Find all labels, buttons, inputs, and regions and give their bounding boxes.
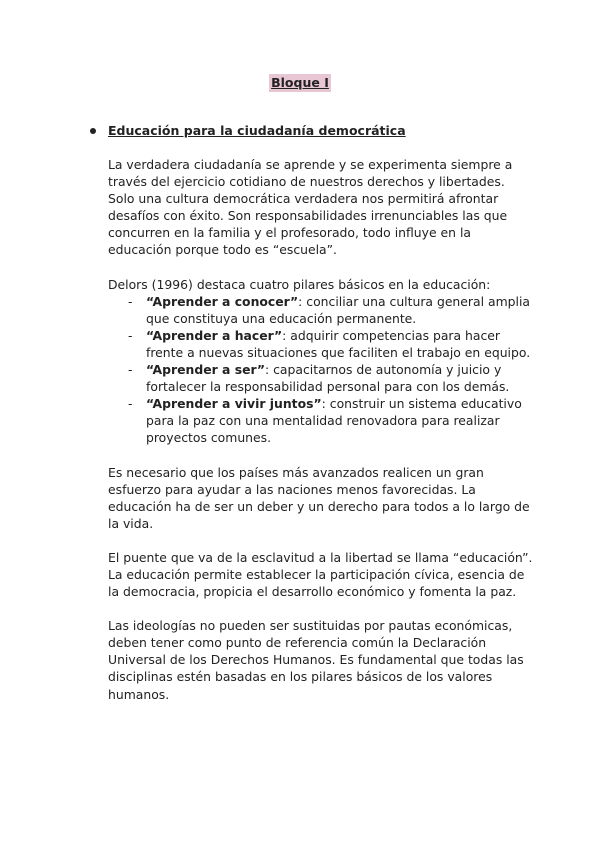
- section-heading: [90, 123, 406, 139]
- bridge-paragraph: El puente que va de la esclavitud a la libertad se llama “educación”. La educación permite establecer la participación cívica, esencia de la democracia, propicia el desarrollo económico y fomenta la paz.: [108, 549, 533, 600]
- ideologies-paragraph: Las ideologías no pueden ser sustituidas por pautas económicas, deben tener como punto de referencia común la Declaración Universal de los Derechos Humanos. Es fundamental que todas las disciplinas estén basadas en los pilares básicos de los valores humanos.: [108, 618, 524, 702]
- list-item: [108, 293, 533, 327]
- section-body: [108, 156, 533, 720]
- pillar-term: “Aprender a vivir juntos”: [146, 396, 322, 412]
- section-title: Educación para la ciudadanía democrática: [108, 123, 406, 138]
- pillar-text: : construir un sistema educativo para la paz con una mentalidad renovadora para realizar proyectos comunes.: [146, 396, 522, 446]
- pillars-list: [108, 293, 533, 447]
- pillar-term: “Aprender a conocer”: [146, 293, 299, 309]
- title-container: [0, 72, 600, 92]
- pillar-term: “Aprender a ser”: [146, 362, 265, 378]
- intro-paragraph: La verdadera ciudadanía se aprende y se experimenta siempre a través del ejercicio cotidiano de nuestros derechos y libertades. Solo una cultura democrática verdadera nos permitirá afrontar desafíos con éxito. Son responsabilidades irrenunciables las que concurren en la familia y el profesorado, todo influye en la educación porque todo es “escuela”.: [108, 157, 513, 258]
- dash-marker: -: [128, 327, 133, 343]
- pillar-text: : conciliar una cultura general amplia que constituya una educación permanente.: [146, 293, 530, 326]
- pillar-term: “Aprender a hacer”: [146, 327, 283, 343]
- effort-paragraph: Es necesario que los países más avanzados realicen un gran esfuerzo para ayudar a las naciones menos favorecidas. La educación ha de ser un deber y un derecho para todos a lo largo de la vida.: [108, 464, 530, 531]
- dash-marker: -: [128, 396, 133, 412]
- list-item: [108, 395, 533, 446]
- pillar-text: : adquirir competencias para hacer frente a nuevas situaciones que faciliten el trabajo en equipo.: [146, 327, 531, 360]
- list-item: [108, 327, 533, 361]
- list-item: [108, 361, 533, 395]
- page-title: Bloque I: [271, 75, 329, 90]
- dash-marker: -: [128, 293, 133, 309]
- pillars-intro: Delors (1996) destaca cuatro pilares básicos en la educación:: [108, 276, 491, 292]
- pillar-text: : capacitarnos de autonomía y juicio y fortalecer la responsabilidad personal para con los demás.: [146, 362, 510, 395]
- bullet-icon: [90, 128, 96, 134]
- dash-marker: -: [128, 362, 133, 378]
